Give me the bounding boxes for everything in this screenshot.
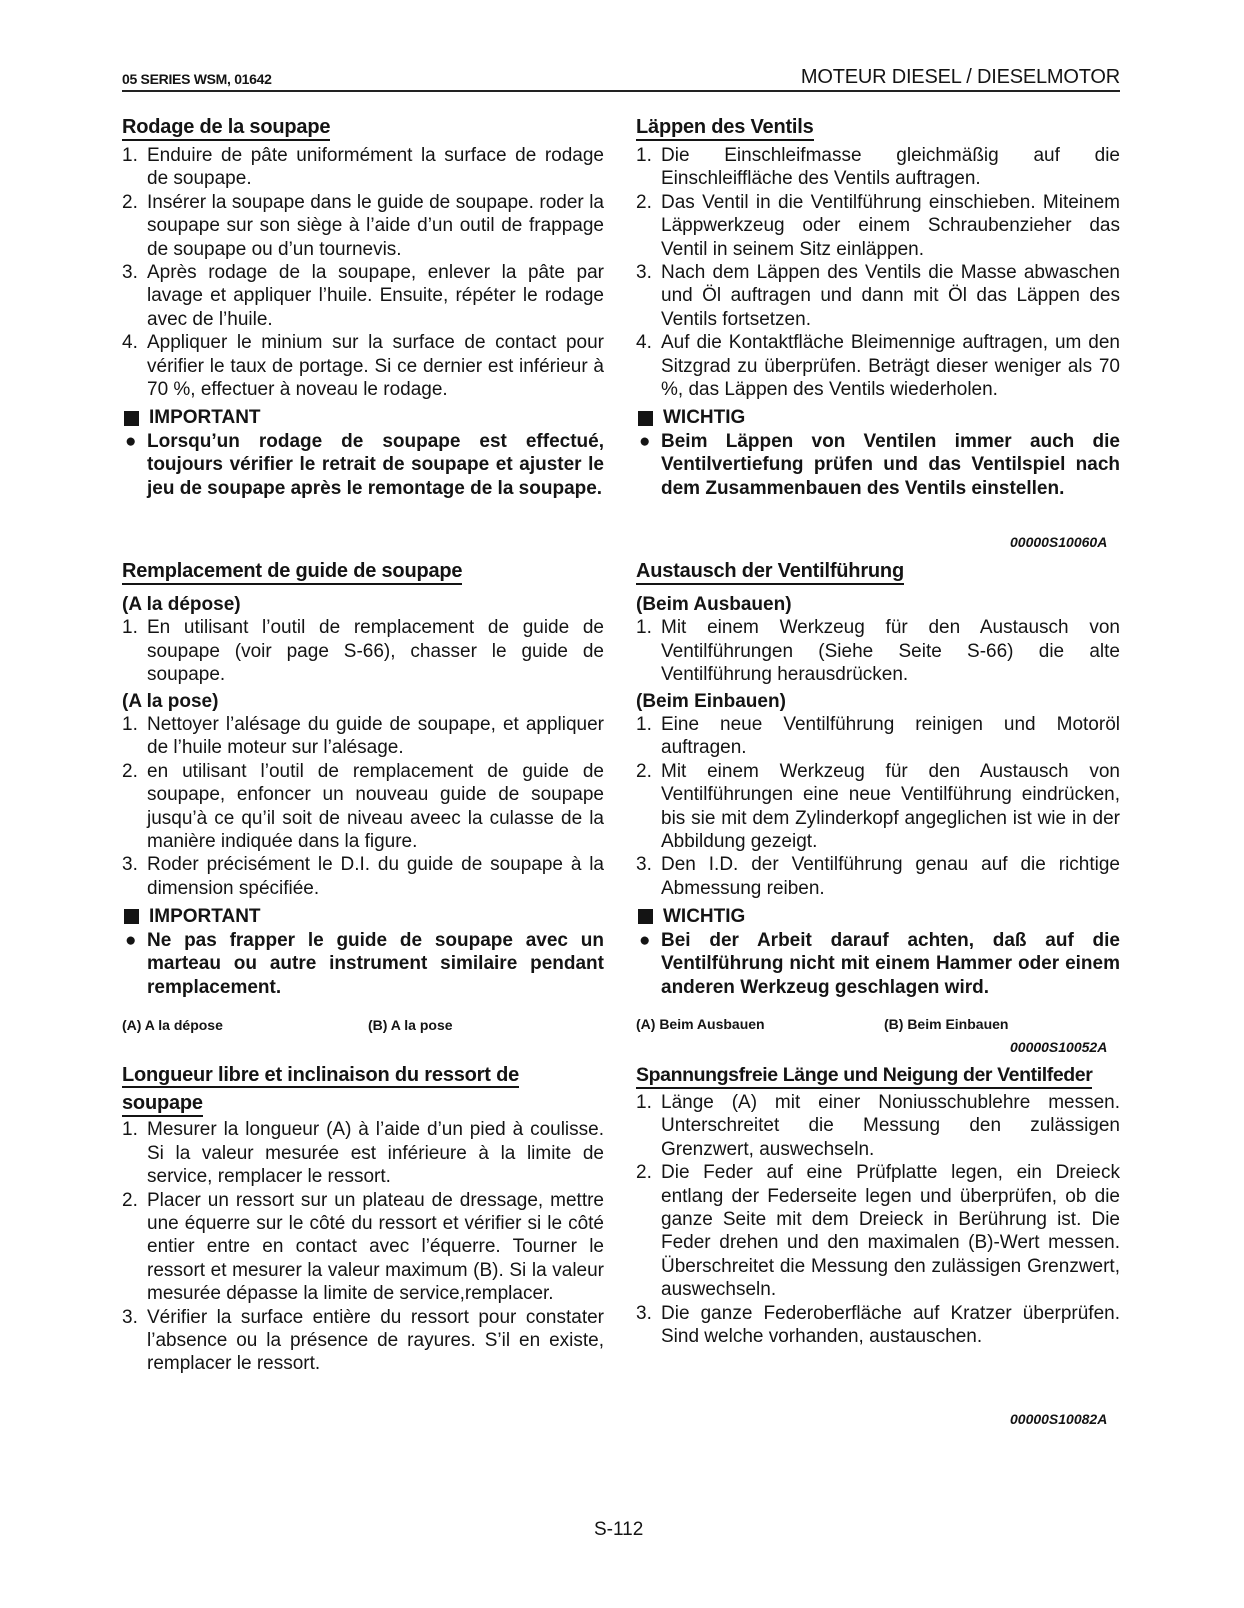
- de-heading-guide-replacement: Austausch der Ventilführung: [636, 560, 904, 585]
- de-steps-valve-lapping: [636, 144, 1120, 401]
- important-square-icon: [124, 411, 139, 426]
- fr-important-label: [122, 905, 604, 928]
- fr-subheading-removal: (A la dépose): [122, 594, 241, 615]
- step-text: Auf die Kontaktfläche Bleimennige auftragen, um den Sitzgrad zu überprüfen. Beträgt dieser weniger als 70 %, das Läppen des Ventils wiederholen.: [661, 332, 1120, 401]
- de-step: [636, 760, 1120, 854]
- step-number: 1.: [122, 145, 138, 166]
- fr-step: [122, 191, 604, 261]
- fr-section-guide-replacement: [122, 560, 604, 999]
- de-figure-captions: [636, 1016, 1120, 1036]
- step-text: Roder précisément le D.I. du guide de soupape à la dimension spécifiée.: [147, 854, 604, 899]
- important-square-icon: [638, 411, 653, 426]
- step-number: 1.: [636, 617, 652, 639]
- de-step: [636, 331, 1120, 401]
- step-number: 1.: [122, 714, 138, 736]
- important-text: WICHTIG: [663, 407, 746, 429]
- fr-step: [122, 1118, 604, 1188]
- step-text: Nach dem Läppen des Ventils die Masse abwaschen und Öl auftragen und dann mit Öl das Läppen des Ventils fortsetzen.: [661, 262, 1120, 330]
- de-steps-install: [636, 713, 1120, 900]
- step-text: Die Feder auf eine Prüfplatte legen, ein Dreieck entlang der Federseite legen und überprüfen, ob die ganze Seite mit dem Dreieck in Berührung ist. Die Feder drehen und den maximalen (B)-Wert messen. Überschreitet die Messung den zulässigen Grenzwert, auswechseln.: [661, 1162, 1120, 1301]
- step-text: Vérifier la surface entière du ressort pour constater l’absence ou la présence de rayures. S’il en existe, remplacer le ressort.: [147, 1306, 604, 1375]
- caption-a: (A) A la dépose: [122, 1017, 223, 1033]
- de-important-label: [636, 905, 1120, 928]
- step-text: Après rodage de la soupape, enlever la pâte par lavage et appliquer l’huile. Ensuite, répéter le rodage avec de l’huile.: [147, 262, 604, 330]
- document-code: 00000S10082A: [1010, 1411, 1108, 1427]
- de-step: [636, 144, 1120, 191]
- step-text: Insérer la soupape dans le guide de soupape. roder la soupape sur son siège à l’aide d’un outil de frappage de soupape ou d’un tournevis.: [147, 191, 604, 260]
- fr-step: [122, 261, 604, 331]
- fr-steps-install: [122, 713, 604, 900]
- step-number: 1.: [636, 714, 652, 736]
- de-section-spring: [636, 1064, 1120, 1348]
- step-number: 3.: [636, 854, 652, 876]
- fr-steps-spring: [122, 1118, 604, 1375]
- fr-step: [122, 331, 604, 401]
- note-text: Ne pas frapper le guide de soupape avec un marteau ou autre instrument similaire pendant remplacement.: [147, 929, 604, 998]
- de-section-guide-replacement: [636, 560, 1120, 999]
- de-subheading-install: (Beim Einbauen): [636, 690, 786, 712]
- de-heading-spring: Spannungsfreie Länge und Neigung der Ventilfeder: [636, 1064, 1092, 1089]
- de-step: [636, 1161, 1120, 1301]
- de-subheading-removal: (Beim Ausbauen): [636, 594, 792, 615]
- step-text: Enduire de pâte uniformément la surface de rodage de soupape.: [147, 145, 604, 190]
- fr-step: [122, 1306, 604, 1376]
- page-header: [122, 64, 1120, 92]
- caption-b: (B) A la pose: [368, 1017, 453, 1033]
- bullet-dot-icon: ●: [125, 430, 137, 452]
- de-section-valve-lapping: [636, 116, 1120, 500]
- manual-code: 05 SERIES WSM, 01642: [122, 71, 272, 87]
- step-number: 3.: [636, 1302, 652, 1324]
- step-number: 2.: [636, 1162, 652, 1184]
- step-text: Die Einschleifmasse gleichmäßig auf die Einschleiffläche des Ventils auftragen.: [661, 145, 1120, 190]
- step-text: en utilisant l’outil de remplacement de guide de soupape, enfoncer un nouveau guide de soupape jusqu’à ce qu’il soit de niveau aveec la culasse de la manière indiquée dans la figure.: [147, 760, 604, 853]
- step-number: 4.: [122, 332, 138, 354]
- step-number: 1.: [122, 1119, 138, 1141]
- step-text: Das Ventil in die Ventilführung einschieben. Miteinem Läppwerkzeug oder einem Schraubenzieher das Ventil in seinem Sitz einläppen.: [661, 191, 1120, 260]
- chapter-title: MOTEUR DIESEL / DIESELMOTOR: [800, 66, 1120, 88]
- step-text: Den I.D. der Ventilführung genau auf die richtige Abmessung reiben.: [661, 854, 1120, 899]
- fr-important-note: [122, 430, 604, 500]
- step-text: Mesurer la longueur (A) à l’aide d’un pied à coulisse. Si la valeur mesurée est inférieure à la limite de service, remplacer le ressort.: [147, 1119, 604, 1188]
- step-number: 2.: [636, 760, 652, 782]
- step-number: 3.: [636, 262, 652, 284]
- note-text: Beim Läppen von Ventilen immer auch die Ventilvertiefung prüfen und das Ventilspiel nach dem Zusammenbauen des Ventils einstellen.: [661, 430, 1120, 499]
- step-text: Länge (A) mit einer Noniusschublehre messen. Unterschreitet die Messung den zulässigen Grenzwert, auswechseln.: [661, 1092, 1120, 1160]
- step-number: 3.: [122, 262, 138, 284]
- step-number: 1.: [122, 617, 138, 639]
- step-number: 2.: [636, 191, 652, 213]
- step-text: Placer un ressort sur un plateau de dressage, mettre une équerre sur le côté du ressort et vérifier si le côté entier entre en contact avec l’équerre. Tourner le ressort et mesurer la valeur maximum (B). Si la valeur mesurée dépasse la limite de service,remplacer.: [147, 1189, 604, 1305]
- fr-heading-valve-lapping: Rodage de la soupape: [122, 116, 330, 141]
- step-text: Nettoyer l’alésage du guide de soupape, et appliquer de l’huile moteur sur l’alésage.: [147, 714, 604, 759]
- step-number: 2.: [122, 760, 138, 782]
- de-step: [636, 616, 1120, 686]
- note-text: Bei der Arbeit darauf achten, daß auf die Ventilführung nicht mit einem Hammer oder einem anderen Werkzeug geschlagen wird.: [661, 929, 1120, 998]
- important-square-icon: [124, 909, 139, 924]
- fr-step: [122, 853, 604, 900]
- fr-section-spring: [122, 1064, 604, 1376]
- fr-step: [122, 760, 604, 854]
- important-square-icon: [638, 909, 653, 924]
- step-text: En utilisant l’outil de remplacement de guide de soupape (voir page S-66), chasser le guide de soupape.: [147, 617, 604, 686]
- step-number: 1.: [636, 1092, 652, 1113]
- step-text: Appliquer le minium sur la surface de contact pour vérifier le taux de portage. Si ce dernier est inférieur à 70 %, effectuer à noveau le rodage.: [147, 332, 604, 401]
- important-text: IMPORTANT: [149, 906, 261, 928]
- fr-heading-guide-replacement: Remplacement de guide de soupape: [122, 560, 462, 585]
- fr-steps-valve-lapping: [122, 144, 604, 401]
- step-text: Eine neue Ventilführung reinigen und Motoröl auftragen.: [661, 714, 1120, 759]
- fr-heading-spring-line2: soupape: [122, 1092, 203, 1117]
- de-step: [636, 261, 1120, 331]
- heading-text: Longueur libre et inclinaison du ressort de: [122, 1064, 520, 1086]
- bullet-dot-icon: ●: [125, 929, 137, 951]
- note-text: Lorsqu’un rodage de soupape est effectué, toujours vérifier le retrait de soupape et ajuster le jeu de soupape après le remontage de la soupape.: [147, 430, 604, 499]
- step-text: Mit einem Werkzeug für den Austausch von Ventilführungen eine neue Ventilführung eindrücken, bis sie mit dem Zylinderkopf angeglichen ist wie in der Abbildung gezeigt.: [661, 760, 1120, 853]
- caption-a: (A) Beim Ausbauen: [636, 1016, 765, 1032]
- fr-important-note: [122, 929, 604, 999]
- bullet-dot-icon: ●: [639, 430, 651, 452]
- de-step: [636, 1091, 1120, 1161]
- de-step: [636, 191, 1120, 261]
- de-steps-spring: [636, 1091, 1120, 1348]
- step-number: 4.: [636, 332, 652, 354]
- fr-important-label: [122, 406, 604, 429]
- step-number: 3.: [122, 1306, 138, 1328]
- fr-step: [122, 144, 604, 191]
- step-number: 2.: [122, 1189, 138, 1211]
- fr-subheading-install: (A la pose): [122, 690, 219, 712]
- fr-step: [122, 616, 604, 686]
- step-number: 3.: [122, 854, 138, 876]
- page-number: S-112: [594, 1519, 644, 1540]
- document-code: 00000S10052A: [1010, 1039, 1108, 1055]
- step-text: Mit einem Werkzeug für den Austausch von Ventilführungen (Siehe Seite S-66) die alte Ventilführung herausdrücken.: [661, 617, 1120, 686]
- step-number: 2.: [122, 191, 138, 213]
- important-text: WICHTIG: [663, 906, 746, 928]
- fr-figure-captions: [122, 1017, 604, 1037]
- de-important-note: [636, 430, 1120, 500]
- caption-b: (B) Beim Einbauen: [884, 1016, 1009, 1032]
- de-heading-valve-lapping: Läppen des Ventils: [636, 116, 814, 141]
- fr-steps-removal: [122, 616, 604, 686]
- fr-step: [122, 713, 604, 760]
- fr-section-valve-lapping: [122, 116, 604, 500]
- bullet-dot-icon: ●: [639, 929, 651, 951]
- step-text: Die ganze Federoberfläche auf Kratzer überprüfen. Sind welche vorhanden, austauschen.: [661, 1302, 1120, 1348]
- important-text: IMPORTANT: [149, 407, 261, 429]
- de-steps-removal: [636, 616, 1120, 686]
- de-step: [636, 853, 1120, 900]
- de-important-label: [636, 406, 1120, 429]
- fr-heading-spring-line1: [122, 1064, 519, 1086]
- de-step: [636, 713, 1120, 760]
- de-important-note: [636, 929, 1120, 999]
- de-step: [636, 1302, 1120, 1349]
- fr-step: [122, 1189, 604, 1306]
- document-code: 00000S10060A: [1010, 534, 1108, 550]
- step-number: 1.: [636, 145, 652, 166]
